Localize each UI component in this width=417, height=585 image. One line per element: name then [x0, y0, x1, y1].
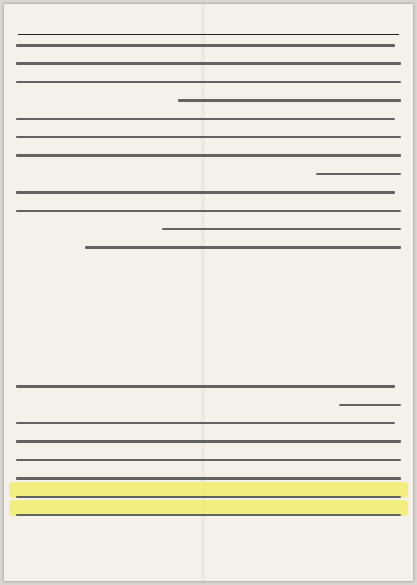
header-rule: [18, 34, 399, 35]
text-line: [16, 154, 401, 157]
text-line: [16, 118, 395, 121]
caliphate-durations-list: [22, 287, 395, 411]
text-line-highlighted: [16, 514, 401, 517]
list-item: [22, 367, 395, 387]
page-header: [18, 16, 399, 32]
book-page: [4, 4, 413, 581]
text-line: [16, 191, 395, 194]
text-line: [16, 440, 401, 443]
text-line: [16, 477, 401, 480]
text-line: [16, 136, 401, 139]
list-item: [22, 287, 395, 307]
text-line: [162, 228, 401, 231]
list-item: [22, 307, 395, 327]
text-line: [16, 81, 401, 84]
text-line: [85, 246, 401, 249]
text-line: [16, 44, 395, 47]
text-line: [316, 173, 401, 176]
list-item: [22, 347, 395, 367]
total-duration: [44, 401, 164, 413]
list-item: [22, 327, 395, 347]
text-line: [16, 422, 395, 425]
text-line: [16, 62, 401, 65]
text-line-highlighted: [16, 496, 401, 499]
text-line: [178, 99, 401, 102]
text-line: [16, 210, 401, 213]
text-line: [16, 459, 401, 462]
